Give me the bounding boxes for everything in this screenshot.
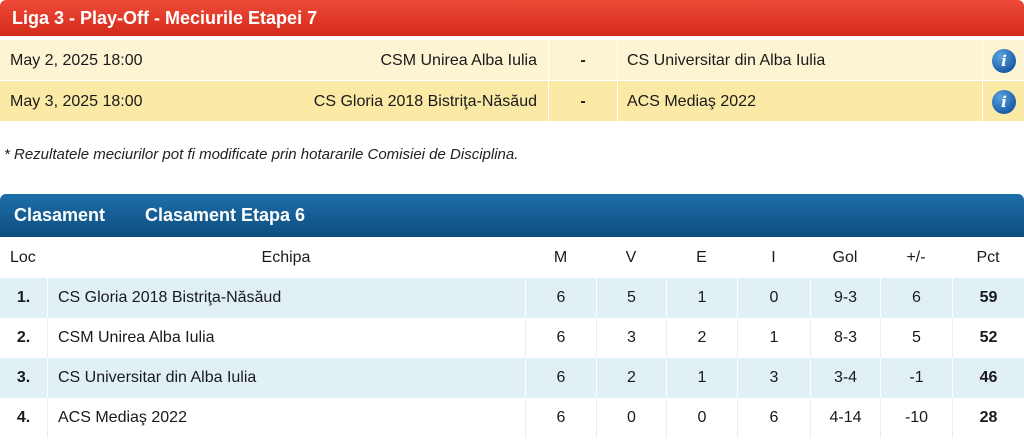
info-icon[interactable]: i xyxy=(992,90,1016,114)
goal-difference: -10 xyxy=(880,398,952,438)
table-row xyxy=(0,358,1024,398)
points: 59 xyxy=(952,278,1024,318)
column-header-m: M xyxy=(553,249,568,266)
fixture-datetime: May 3, 2025 18:00 xyxy=(10,93,143,110)
column-header-team: Echipa xyxy=(261,249,311,266)
fixtures-list xyxy=(0,40,1024,122)
fixture-datetime: May 2, 2025 18:00 xyxy=(10,52,143,69)
standings-header xyxy=(0,194,1024,237)
wins: 5 xyxy=(596,278,666,318)
fixture-info-cell xyxy=(982,81,1024,122)
team-position: 1. xyxy=(16,289,31,306)
draws: 0 xyxy=(666,398,737,438)
fixture-away-team[interactable]: ACS Mediaş 2022 xyxy=(627,93,756,110)
goals: 9-3 xyxy=(810,278,880,318)
wins: 0 xyxy=(596,398,666,438)
team-name[interactable]: CSM Unirea Alba Iulia xyxy=(47,318,525,358)
column-header-pct: Pct xyxy=(976,249,1000,266)
table-row xyxy=(0,318,1024,358)
losses: 3 xyxy=(737,358,810,398)
fixture-info-cell xyxy=(982,40,1024,81)
matches-played: 6 xyxy=(525,278,596,318)
matches-played: 6 xyxy=(525,318,596,358)
goal-difference: -1 xyxy=(880,358,952,398)
team-position: 2. xyxy=(16,329,31,346)
fixture-score-separator: - xyxy=(548,81,618,122)
goals: 4-14 xyxy=(810,398,880,438)
losses: 6 xyxy=(737,398,810,438)
standings-subtitle: Clasament Etapa 6 xyxy=(145,205,306,225)
wins: 2 xyxy=(596,358,666,398)
wins: 3 xyxy=(596,318,666,358)
fixture-score-separator: - xyxy=(548,40,618,81)
matches-title: Liga 3 - Play-Off - Meciurile Etapei 7 xyxy=(12,8,318,28)
goals: 8-3 xyxy=(810,318,880,358)
matches-played: 6 xyxy=(525,398,596,438)
team-name[interactable]: CS Gloria 2018 Bistriţa-Năsăud xyxy=(47,278,525,318)
standings-header-row xyxy=(0,238,1024,278)
column-header-dif: +/- xyxy=(906,249,926,266)
fixture-home-team[interactable]: CS Gloria 2018 Bistriţa-Năsăud xyxy=(313,93,537,110)
standings-table xyxy=(0,238,1024,438)
goal-difference: 6 xyxy=(880,278,952,318)
losses: 0 xyxy=(737,278,810,318)
goals: 3-4 xyxy=(810,358,880,398)
info-icon[interactable]: i xyxy=(992,49,1016,73)
draws: 2 xyxy=(666,318,737,358)
draws: 1 xyxy=(666,358,737,398)
draws: 1 xyxy=(666,278,737,318)
column-header-e: E xyxy=(696,249,707,266)
standings-title: Clasament xyxy=(14,205,106,225)
points: 52 xyxy=(952,318,1024,358)
column-header-loc: Loc xyxy=(10,249,36,266)
fixture-row xyxy=(0,81,1024,122)
fixture-away-team[interactable]: CS Universitar din Alba Iulia xyxy=(627,52,826,69)
column-header-v: V xyxy=(625,249,637,266)
disciplinary-note: * Rezultatele meciurilor pot fi modificate prin hotararile Comisiei de Disciplina. xyxy=(4,146,519,163)
table-row xyxy=(0,278,1024,318)
column-header-i: I xyxy=(771,249,776,266)
fixture-home-team[interactable]: CSM Unirea Alba Iulia xyxy=(380,52,537,69)
team-name[interactable]: ACS Mediaş 2022 xyxy=(47,398,525,438)
fixture-row xyxy=(0,40,1024,81)
losses: 1 xyxy=(737,318,810,358)
matches-played: 6 xyxy=(525,358,596,398)
table-row xyxy=(0,398,1024,438)
goal-difference: 5 xyxy=(880,318,952,358)
points: 28 xyxy=(952,398,1024,438)
team-position: 4. xyxy=(16,409,31,426)
team-position: 3. xyxy=(16,369,31,386)
team-name[interactable]: CS Universitar din Alba Iulia xyxy=(47,358,525,398)
points: 46 xyxy=(952,358,1024,398)
column-header-gol: Gol xyxy=(832,249,858,266)
matches-header xyxy=(0,0,1024,36)
